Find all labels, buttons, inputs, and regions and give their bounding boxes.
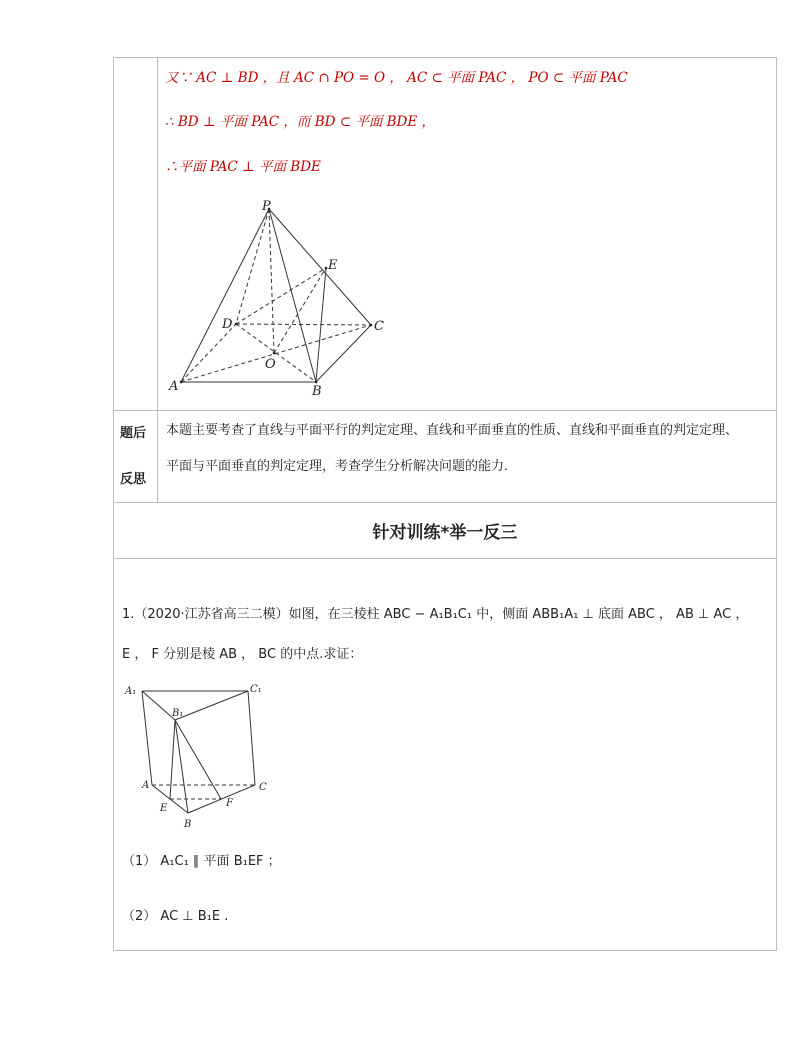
problem-intro-1: 1.（2020·江苏省高三二模）如图，在三棱柱 ABC − A₁B₁C₁ 中，侧面 ABB₁A₁ ⊥ 底面 ABC ， AB ⊥ AC ， [122, 607, 749, 622]
reflection-label-2: 反思 [120, 472, 147, 487]
label-C: C [374, 319, 384, 334]
edge-B1C1 [175, 691, 248, 720]
edge-B1F [175, 720, 221, 799]
row-divider-1 [114, 410, 776, 411]
label-O: O [265, 357, 276, 372]
edge-DB [236, 324, 316, 382]
label-A1: A₁ [125, 686, 137, 697]
reflection-text-1: 本题主要考查了直线与平面平行的判定定理、直线和平面垂直的性质、直线和平面垂直的判定定理、 [166, 423, 739, 438]
section-title: 针对训练*举一反三 [372, 523, 518, 543]
label-A: A [169, 379, 179, 394]
label-B: B [312, 384, 322, 396]
label-E: E [160, 803, 168, 814]
prism-figure [122, 680, 282, 830]
edge-A1B1 [142, 691, 175, 720]
reflection-text-2: 平面与平面垂直的判定定理，考查学生分析解决问题的能力． [166, 459, 518, 474]
content-table [113, 57, 777, 951]
problem-part-1: （1） A₁C₁ ∥ 平面 B₁EF ； [122, 854, 281, 869]
label-D: D [222, 317, 233, 332]
edge-A1A [142, 691, 152, 785]
problem-intro-2: E ， F 分别是棱 AB ， BC 的中点.求证： [122, 647, 363, 662]
label-C: C [259, 782, 267, 793]
label-A: A [142, 780, 150, 791]
edge-PA [181, 209, 269, 382]
label-E: E [328, 258, 338, 273]
edge-OE [274, 268, 326, 353]
edge-DC [236, 324, 371, 325]
edge-B1E [170, 720, 175, 799]
label-column-divider [157, 58, 158, 502]
label-P: P [262, 199, 271, 214]
proof-line-1: 又∵ AC ⊥ BD ，且 AC ∩ PO = O ， AC ⊂ 平面 PAC ， PO ⊂ 平面 PAC [165, 70, 628, 86]
edge-PB [269, 209, 316, 382]
edge-PO [269, 209, 274, 353]
edge-C1C [248, 691, 255, 785]
row-divider-3 [114, 558, 776, 559]
proof-line-2: ∴ BD ⊥ 平面 PAC ，而 BD ⊂ 平面 BDE ， [165, 114, 436, 130]
problem-part-2: （2） AC ⊥ B₁E . [122, 909, 229, 924]
pyramid-figure [164, 196, 394, 396]
reflection-label-1: 题后 [120, 426, 147, 441]
label-B: B [184, 819, 192, 830]
row-divider-2 [114, 502, 776, 503]
label-C1: C₁ [250, 684, 262, 695]
edge-PD [236, 209, 269, 324]
label-F: F [226, 798, 233, 809]
label-B1: B₁ [172, 708, 184, 719]
proof-line-3: ∴平面 PAC ⊥ 平面 BDE [165, 159, 321, 175]
